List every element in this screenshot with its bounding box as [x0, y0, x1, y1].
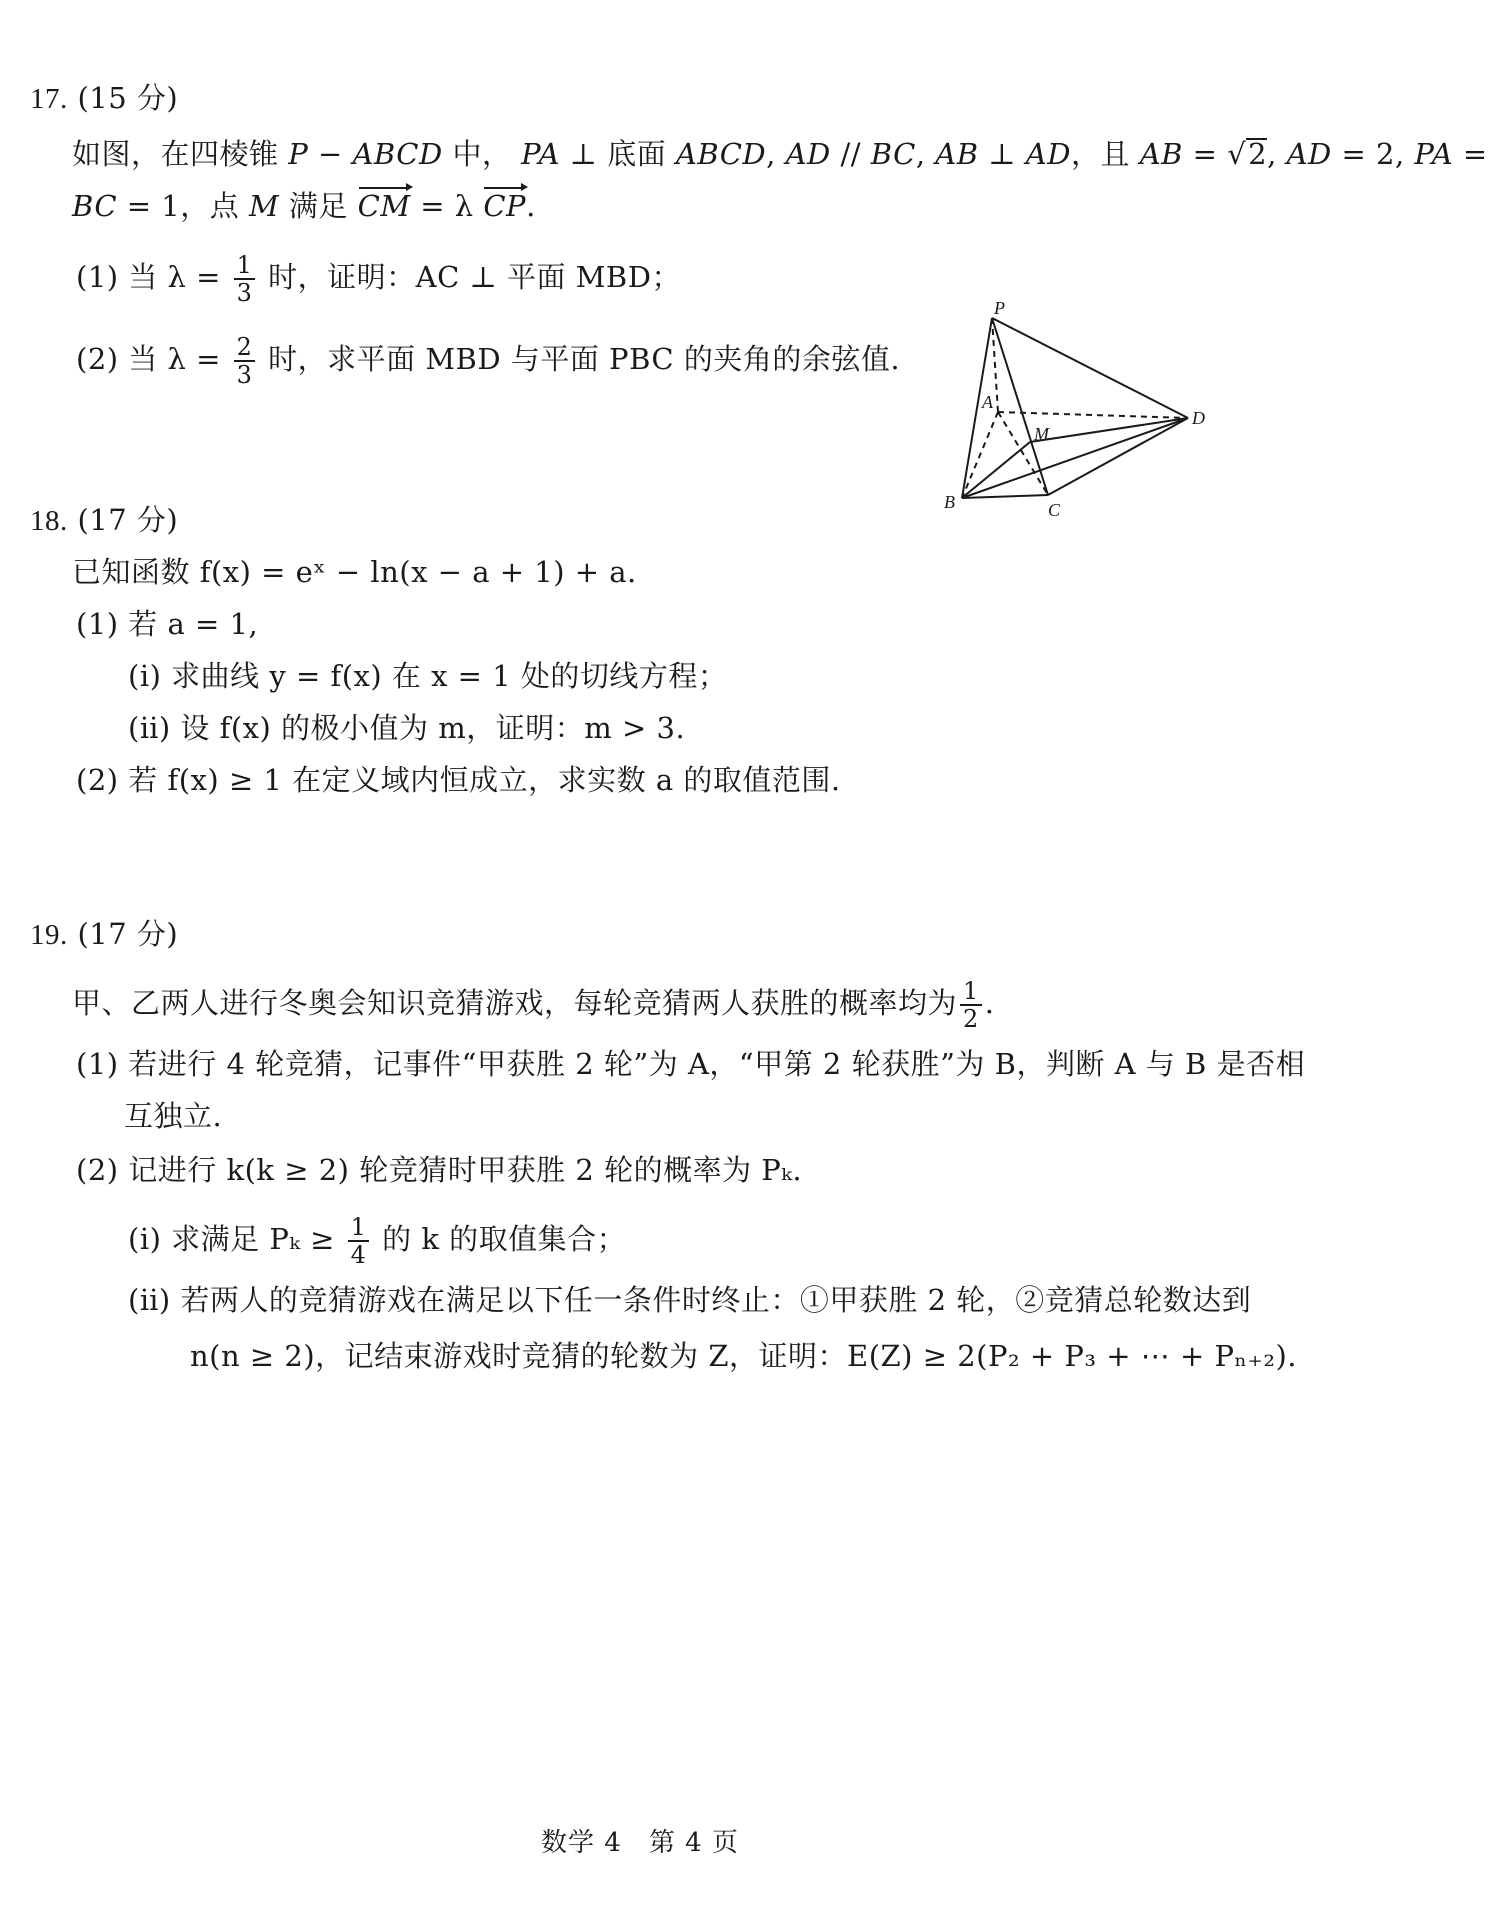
- q17-stem-text: 如图，在四棱锥: [72, 137, 279, 171]
- q17-stem-text: 满足: [288, 189, 348, 223]
- q17-part1-text: 时，证明：AC ⊥ 平面 MBD；: [268, 260, 681, 294]
- q17-part2-text: 时，求平面 MBD 与平面 PBC 的夹角的余弦值.: [268, 342, 901, 376]
- edge-bd: [962, 418, 1188, 498]
- page-footer: 数学 4 第 4 页: [541, 1828, 739, 1858]
- q17-stem-text: ，且: [1070, 137, 1130, 171]
- edge-bm: [962, 442, 1030, 498]
- q19-part2-ii-line2: n(n ≥ 2)，记结束游戏时竞猜的轮数为 Z，证明：E(Z) ≥ 2(P₂ + P₃ + ⋯ + Pₙ₊₂).: [190, 1339, 1297, 1373]
- q19-score: (17 分): [77, 917, 179, 951]
- q19-part1-line2: 互独立.: [124, 1099, 223, 1133]
- q19-part2-i-text: 的 k 的取值集合；: [382, 1222, 627, 1256]
- math-pyramid: P − ABCD: [288, 137, 443, 171]
- q19-stem: 甲、乙两人进行冬奥会知识竞猜游戏，每轮竞猜两人获胜的概率均为 $\frac{1}{2}$ .: [72, 977, 995, 1033]
- q17-part2-label: (2) 当 λ =: [76, 342, 221, 376]
- q17-header: [30, 78, 178, 119]
- q19-number: 19.: [30, 919, 68, 951]
- math-pa: PA: [521, 137, 560, 171]
- pyramid-figure: [930, 300, 1230, 525]
- q19-part2-i: [128, 1214, 626, 1268]
- math-conditions: ABCD: [675, 137, 767, 171]
- q18-part1-ii: (ⅱ) 设 f(x) 的极小值为 m，证明：m > 3.: [128, 711, 686, 745]
- fraction-one-third: $\frac{1}{3}$: [234, 252, 256, 306]
- q19-part2-ii-line1: (ⅱ) 若两人的竞猜游戏在满足以下任一条件时终止：①甲获胜 2 轮，②竞猜总轮数达到: [128, 1283, 1252, 1317]
- label-b: B: [944, 492, 955, 512]
- label-m: M: [1034, 424, 1049, 444]
- label-a: A: [982, 392, 993, 412]
- q17-part2: [76, 334, 900, 388]
- edge-ab: [962, 412, 998, 498]
- q19-part2: (2) 记进行 k(k ≥ 2) 轮竞猜时甲获胜 2 轮的概率为 Pₖ.: [76, 1153, 803, 1187]
- q18-stem: 已知函数 f(x) = eˣ − ln(x − a + 1) + a.: [72, 555, 637, 589]
- q18-part2: (2) 若 f(x) ≥ 1 在定义域内恒成立，求实数 a 的取值范围.: [76, 763, 841, 797]
- q19-part2-i-text: (ⅰ) 求满足 Pₖ ≥: [128, 1222, 335, 1256]
- q18-number: 18.: [30, 505, 68, 537]
- q17-score: (15 分): [77, 81, 179, 115]
- q19-stem-text: 甲、乙两人进行冬奥会知识竞猜游戏，每轮竞猜两人获胜的概率均为: [72, 986, 958, 1020]
- q17-stem-line2: BC = 1，点 M 满足 CM = λ CP.: [72, 186, 536, 226]
- edge-pc: [992, 318, 1048, 495]
- q17-stem-line1: 如图，在四棱锥 P − ABCD 中， PA ⊥ 底面 ABCD, AD // BC, AB ⊥ AD，且 AB = √2, AD = 2, PA =: [72, 137, 1488, 171]
- label-p: P: [994, 298, 1005, 318]
- label-d: D: [1192, 408, 1205, 428]
- q18-score: (17 分): [77, 503, 179, 537]
- fraction-one-half: $\frac{1}{2}$: [960, 978, 982, 1032]
- q17-stem-text: ，点: [180, 189, 240, 223]
- fraction-one-quarter: $\frac{1}{4}$: [348, 1214, 370, 1268]
- edge-bc: [962, 495, 1048, 498]
- q17-stem-text: 底面: [607, 137, 667, 171]
- label-c: C: [1048, 500, 1061, 520]
- edge-ad: [998, 412, 1188, 418]
- q17-part1: [76, 252, 681, 306]
- q17-number: 17.: [30, 83, 68, 115]
- edge-pd: [992, 318, 1188, 418]
- q19-header: [30, 914, 178, 955]
- vector-cm: CM: [358, 186, 411, 226]
- q17-part1-label: (1) 当 λ =: [76, 260, 221, 294]
- q18-header: [30, 500, 178, 541]
- q18-part1-i: (ⅰ) 求曲线 y = f(x) 在 x = 1 处的切线方程；: [128, 659, 728, 693]
- q18-part1: (1) 若 a = 1,: [76, 607, 259, 641]
- fraction-two-thirds: $\frac{2}{3}$: [234, 334, 256, 388]
- q17-stem-text: 中，: [452, 137, 512, 171]
- vector-cp: CP: [483, 186, 526, 226]
- q19-part1-line1: (1) 若进行 4 轮竞猜，记事件“甲获胜 2 轮”为 A，“甲第 2 轮获胜”为 B，判断 A 与 B 是否相: [76, 1047, 1306, 1081]
